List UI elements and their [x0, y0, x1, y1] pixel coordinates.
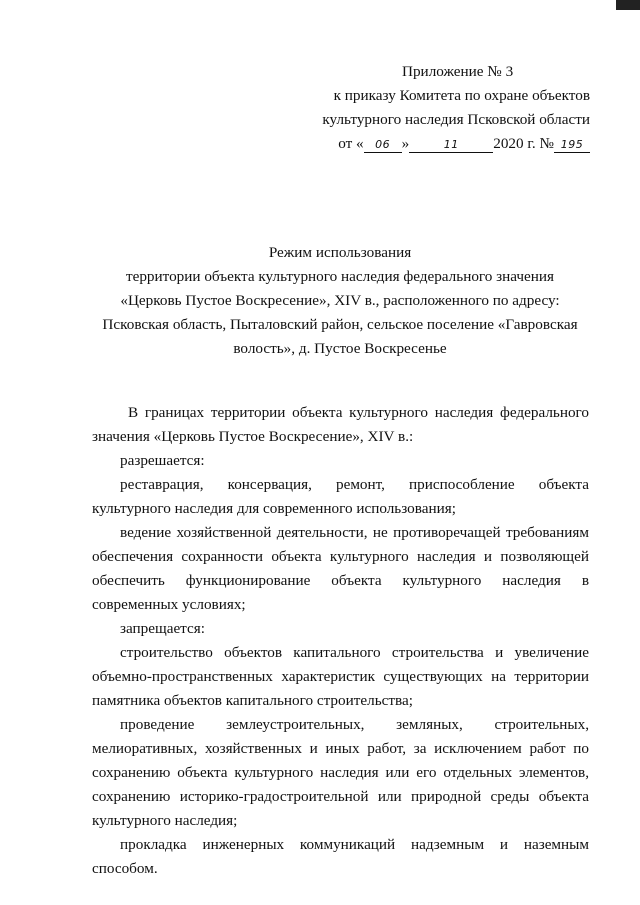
committee-name: культурного наследия Псковской области: [322, 111, 590, 128]
appendix-number: Приложение № 3: [402, 63, 514, 80]
date-day: 06: [375, 138, 391, 151]
title-line: «Церковь Пустое Воскресение», XIV в., расположенного по адресу:: [120, 292, 560, 309]
intro-paragraph: В границах территории объекта культурного наследия федерального значения «Церковь Пустое Воскресение», XIV в.:: [92, 404, 589, 445]
allowed-item: ведение хозяйственной деятельности, не противоречащей требованиям обеспечения сохранности объекта культурного наследия и позволяющей обеспечить функционирование объекта культурного наследия в современных условиях;: [92, 524, 589, 613]
date-month-field: [409, 136, 493, 153]
date-mid: »: [401, 135, 410, 152]
order-number-field: [554, 136, 590, 153]
date-day-field: [364, 136, 402, 153]
appendix-header: [300, 60, 590, 156]
date-year: 2020 г. №: [493, 135, 554, 152]
title-line: Режим использования: [268, 244, 412, 261]
forbidden-item: проведение землеустроительных, земляных, строительных, мелиоративных, хозяйственных и иных работ, за исключением работ по сохранению объекта культурного наследия или его отдельных элементов, сохранению историко-градостроительной или природной среды объекта культурного наследия;: [92, 716, 589, 829]
title-line: территории объекта культурного наследия федерального значения: [125, 268, 555, 285]
date-prefix: от «: [338, 135, 364, 152]
allowed-item: реставрация, консервация, ремонт, приспособление объекта культурного наследия для современного использования;: [92, 476, 589, 517]
document-title: [80, 241, 600, 361]
title-line: Псковская область, Пыталовский район, сельское поселение «Гавровская: [102, 316, 578, 333]
document-body: [92, 401, 589, 881]
forbidden-item: прокладка инженерных коммуникаций надземным и наземным способом.: [92, 836, 589, 877]
title-line: волость», д. Пустое Воскресенье: [233, 340, 447, 357]
date-month: 11: [443, 138, 459, 151]
allowed-heading: разрешается:: [120, 452, 205, 469]
order-reference: к приказу Комитета по охране объектов: [333, 87, 590, 104]
order-number: 195: [560, 138, 584, 151]
forbidden-item: строительство объектов капитального строительства и увеличение объемно-пространственных характеристик существующих на территории памятника объектов капитального строительства;: [92, 644, 589, 709]
forbidden-heading: запрещается:: [120, 620, 205, 637]
scan-corner-mark: [616, 0, 640, 10]
order-date-line: [300, 132, 590, 156]
